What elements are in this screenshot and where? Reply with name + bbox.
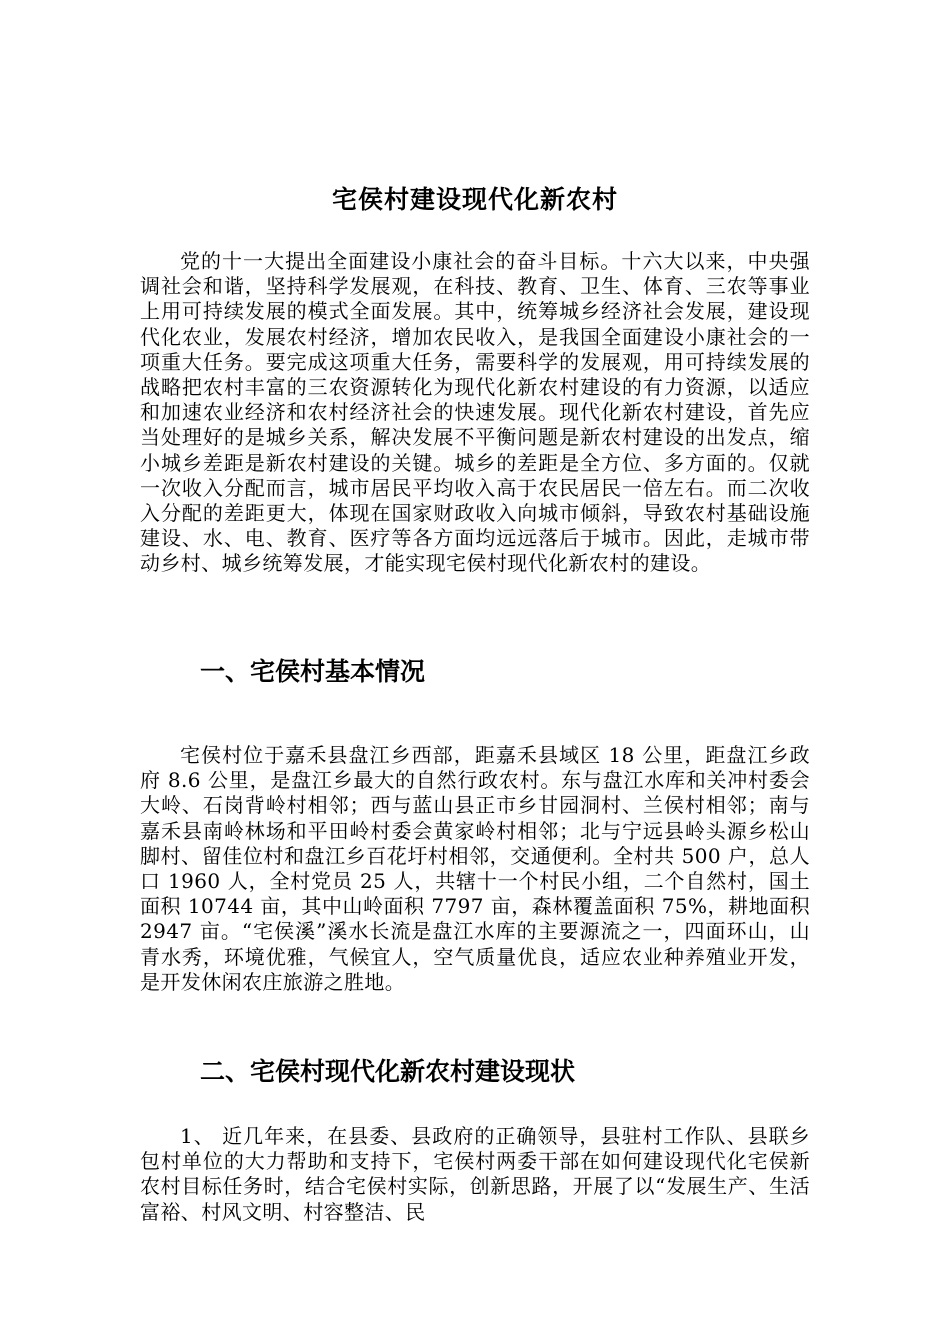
section-heading-construction-status: 二、宅侯村现代化新农村建设现状 bbox=[200, 1057, 576, 1086]
document-title: 宅侯村建设现代化新农村 bbox=[331, 185, 618, 214]
intro-paragraph: 党的十一大提出全面建设小康社会的奋斗目标。十六大以来，中央强调社会和谐，坚持科学发展观，在科技、教育、卫生、体育、三农等事业上用可持续发展的模式全面发展。其中，统筹城乡经济社会发展，建设现代化农业，发展农村经济，增加农民收入，是我国全面建设小康社会的一项重大任务。要完成这项重大任务，需要科学的发展观，用可持续发展的战略把农村丰富的三农资源转化为现代化新农村建设的有力资源，以适应和加速农业经济和农村经济社会的快速发展。现代化新农村建设，首先应当处理好的是城乡关系，解决发展不平衡问题是新农村建设的出发点，缩小城乡差距是新农村建设的关键。城乡的差距是全方位、多方面的。仅就一次收入分配而言，城市居民平均收入高于农民居民一倍左右。而二次收入分配的差距更大，体现在国家财政收入向城市倾斜，导致农村基础设施建设、水、电、教育、医疗等各方面均远远落后于城市。因此，走城市带动乡村、城乡统筹发展，才能实现宅侯村现代化新农村的建设。 bbox=[140, 249, 810, 576]
basic-info-paragraph: 宅侯村位于嘉禾县盘江乡西部，距嘉禾县域区 18 公里，距盘江乡政府 8.6 公里，是盘江乡最大的自然行政农村。东与盘江水库和关冲村委会大岭、石岗背岭村相邻；西与蓝山县正市乡甘园洞村、兰侯村相邻；南与嘉禾县南岭林场和平田岭村委会黄家岭村相邻；北与宁远县岭头源乡松山脚村、留佳位村和盘江乡百花圩村相邻，交通便利。全村共 500 户，总人口 1960 人，全村党员 25 人，共辖十一个村民小组，二个自然村，国土面积 10744 亩，其中山岭面积 7797 亩，森林覆盖面积 75%，耕地面积 2947 亩。“宅侯溪”溪水长流是盘江水库的主要源流之一，四面环山，山青水秀，环境优雅，气候宜人，空气质量优良，适应农业种养殖业开发，是开发休闲农庄旅游之胜地。 bbox=[140, 743, 810, 994]
section-heading-basic-info: 一、宅侯村基本情况 bbox=[200, 657, 426, 686]
construction-status-paragraph: 1、 近几年来，在县委、县政府的正确领导，县驻村工作队、县联乡包村单位的大力帮助和支持下，宅侯村两委干部在如何建设现代化宅侯新农村目标任务时，结合宅侯村实际，创新思路，开展了以“发展生产、生活富裕、村风文明、村容整洁、民 bbox=[140, 1124, 810, 1224]
